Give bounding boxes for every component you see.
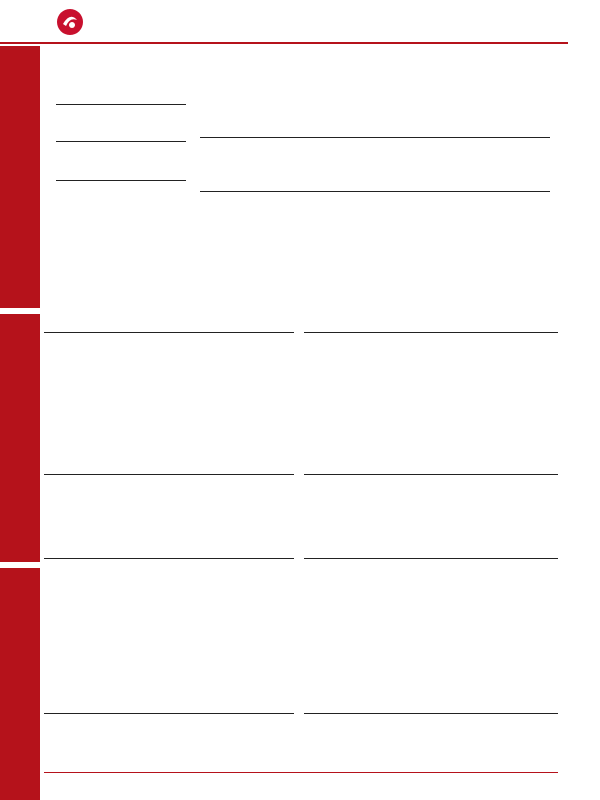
fig-row2-rule-2	[304, 558, 558, 559]
chart-4	[306, 562, 556, 712]
src-row2-rule-2	[304, 713, 558, 714]
rating-label	[58, 70, 64, 85]
sidebar-band-2	[0, 314, 40, 562]
src-row2-rule	[44, 713, 294, 714]
src-row1-rule-2	[304, 474, 558, 475]
fig-row1-rule-2	[304, 332, 558, 333]
chart-2	[306, 336, 556, 471]
fig-row2-rule	[44, 558, 294, 559]
logo-mark-icon	[56, 8, 84, 36]
src-row1-rule	[44, 474, 294, 475]
company-logo	[56, 6, 176, 40]
date-rule	[56, 180, 186, 181]
risk-rule	[56, 141, 186, 142]
sidebar-band-3	[0, 568, 40, 800]
title-rule	[200, 137, 550, 138]
header-rule	[0, 42, 568, 44]
rating-rule	[56, 104, 186, 105]
chart-1	[50, 336, 290, 471]
contact-info	[202, 169, 216, 182]
contact-rule	[200, 191, 550, 192]
footer-rule	[44, 772, 558, 773]
sidebar-band-1	[0, 46, 40, 308]
fig-row1-rule	[44, 332, 294, 333]
chart-3	[48, 562, 293, 712]
